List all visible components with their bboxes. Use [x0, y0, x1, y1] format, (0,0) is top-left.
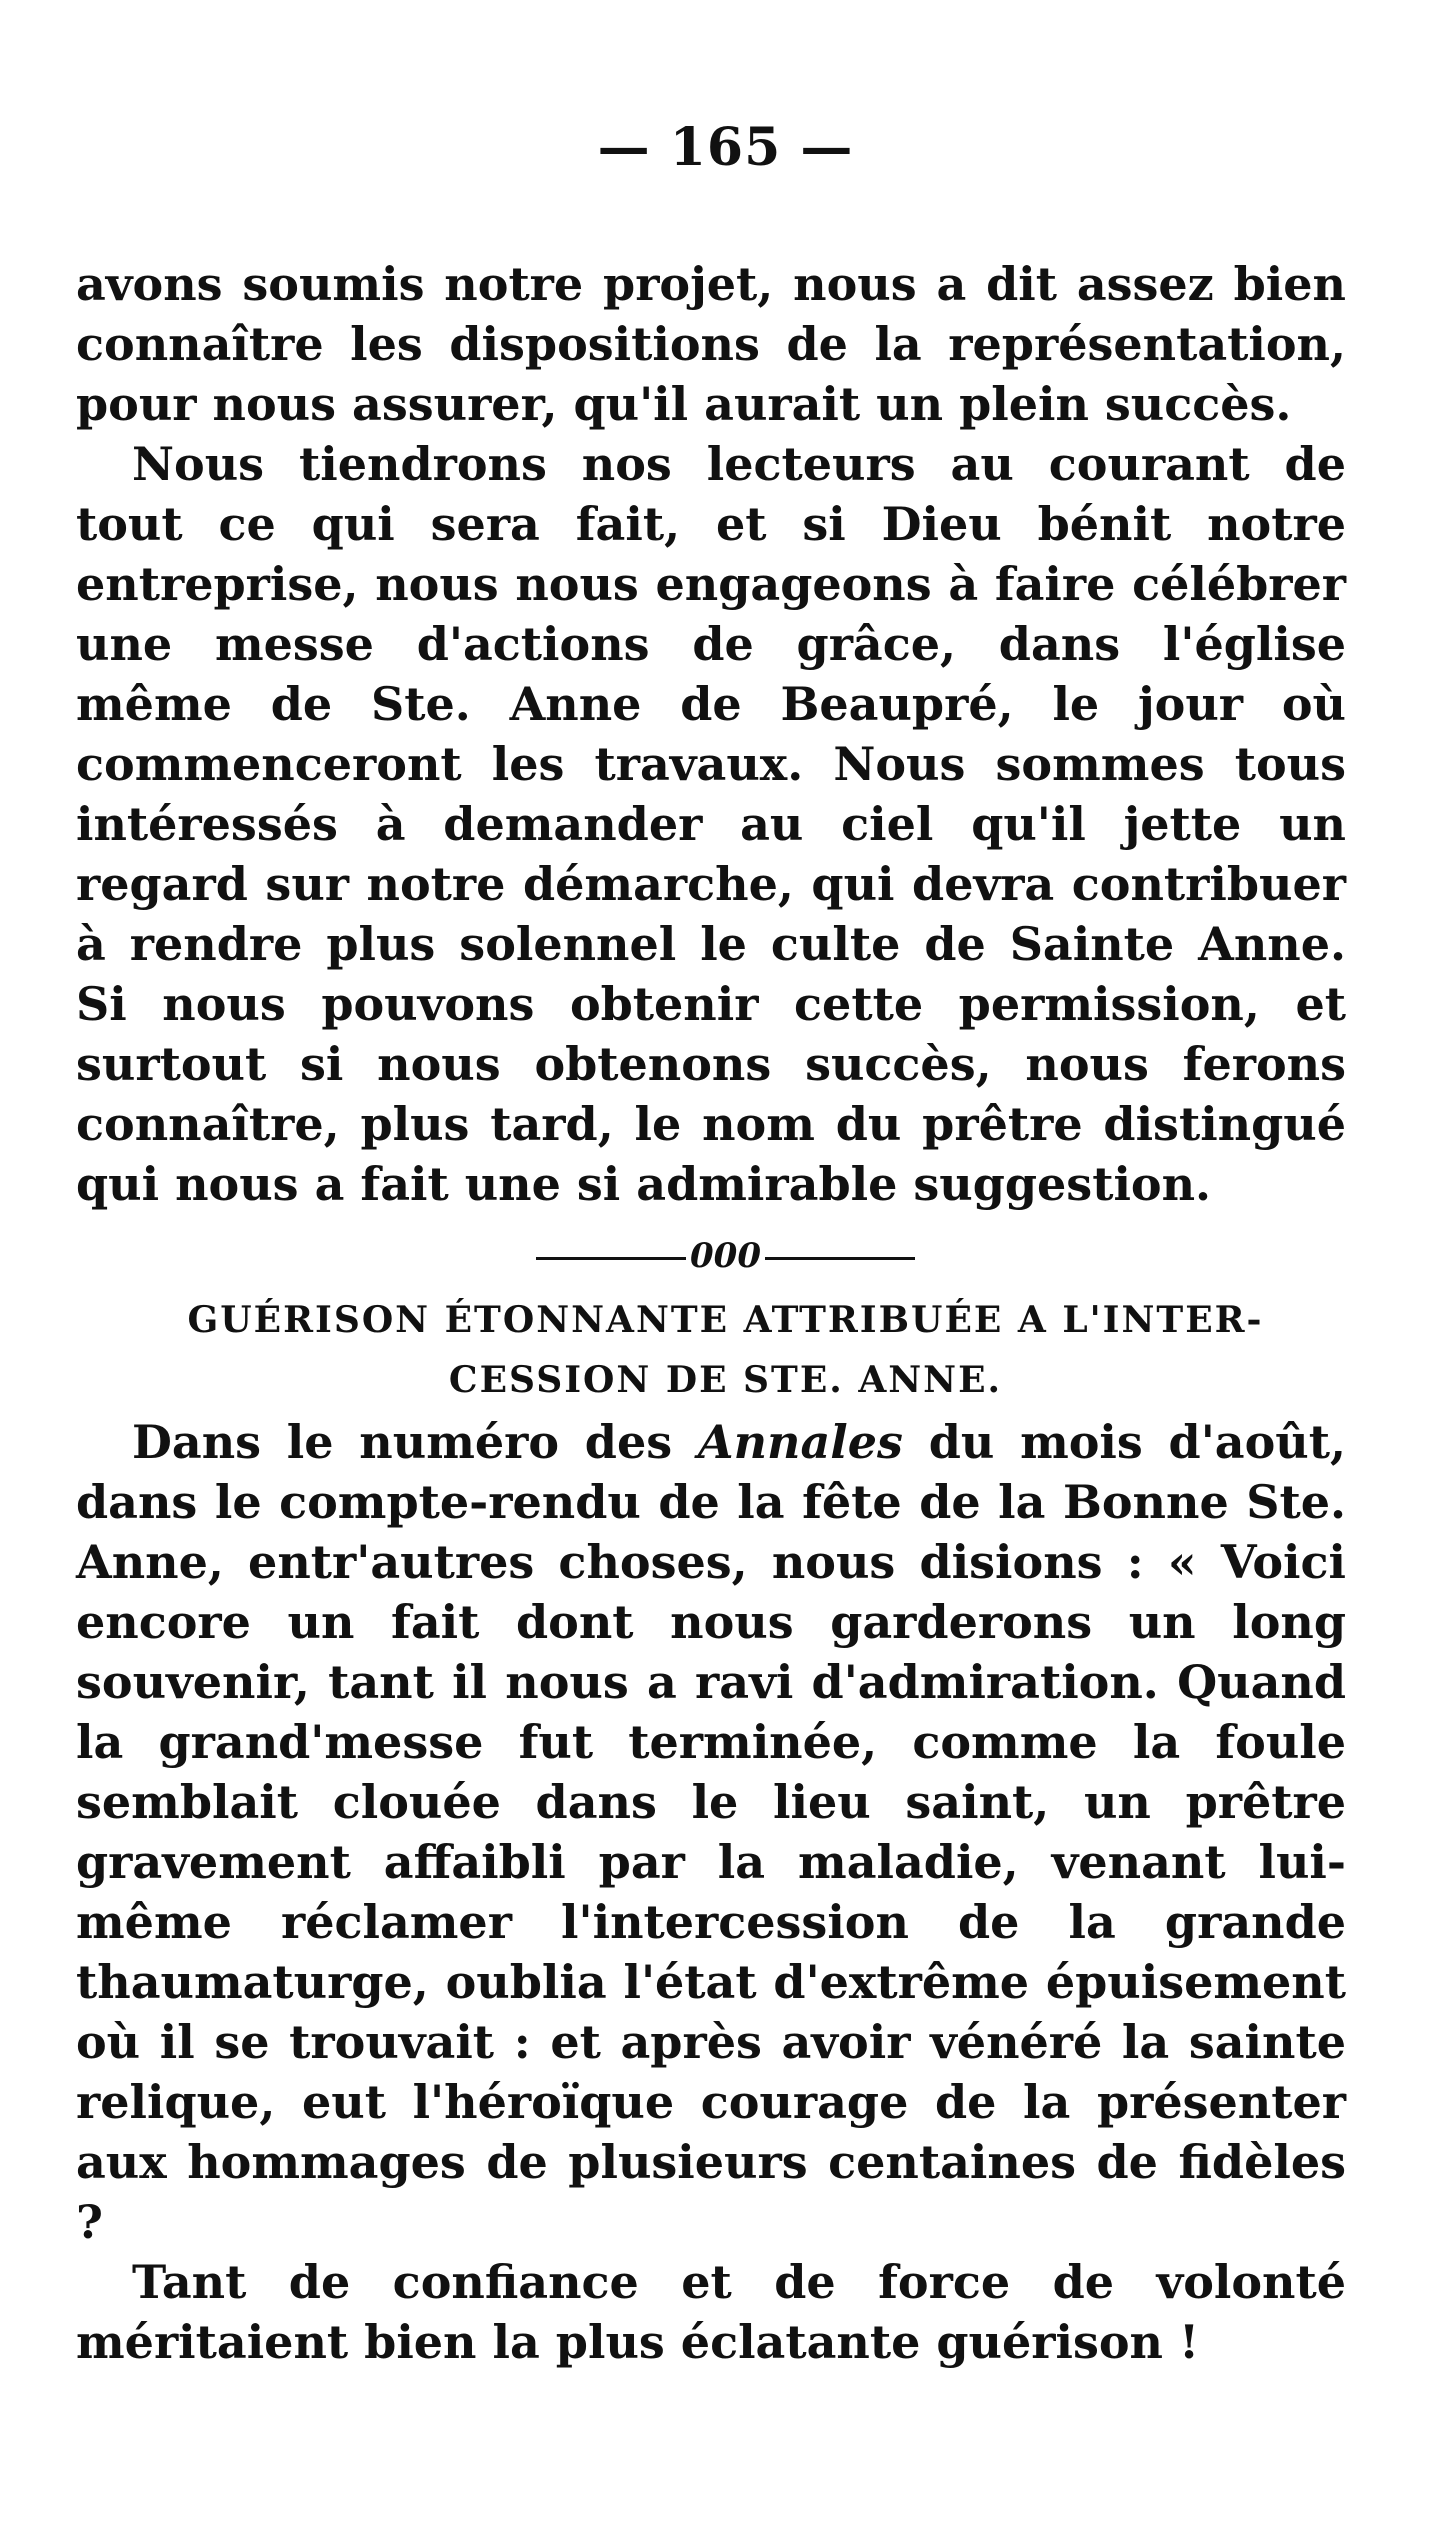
section-heading — [100, 1290, 1351, 1410]
separator-text: 000 — [690, 1236, 761, 1276]
paragraph-annales-account — [76, 1412, 1346, 2252]
paragraph-continuation: avons soumis notre projet, nous a dit assez bien connaître les dispositions de la représentation, pour nous assurer, qu'il aurait un plein succès. — [76, 257, 1346, 431]
text-block-healing-account — [76, 1412, 1346, 2372]
separator-rule-left — [536, 1257, 686, 1260]
paragraph-annales-text-start: Dans le numéro des — [132, 1415, 698, 1469]
section-separator — [0, 1232, 1451, 1280]
section-heading-line2: CESSION DE STE. ANNE. — [448, 1359, 1003, 1401]
section-heading-line1: GUÉRISON ÉTONNANTE ATTRIBUÉE A L'INTER- — [187, 1299, 1264, 1341]
paragraph-annales-text-rest: du mois d'août, dans le compte-rendu de la fête de la Bonne Ste. Anne, entr'autres choses, nous disions : « Voici encore un fait dont nous garderons un long souvenir, tant il nous a ravi d'admiration. Quand la grand'messe fut terminée, comme la foule semblait clouée dans le lieu saint, un prêtre gravement affaibli par la maladie, venant lui-même réclamer l'intercession de la grande thaumaturge, oublia l'état d'extrême épuisement où il se trouvait : et après avoir vénéré la sainte relique, eut l'héroïque courage de la présenter aux hommages de plusieurs centaines de fidèles ? — [76, 1415, 1346, 2249]
separator-rule-right — [765, 1257, 915, 1260]
page-number: — 165 — — [597, 117, 854, 178]
text-block-continuation — [76, 254, 1346, 1214]
paragraph-project-announcement: Nous tiendrons nos lecteurs au courant de tout ce qui sera fait, et si Dieu bénit notre entreprise, nous nous engageons à faire célébrer une messe d'actions de grâce, dans l'église même de Ste. Anne de Beaupré, le jour où commenceront les travaux. Nous sommes tous intéressés à demander au ciel qu'il jette un regard sur notre démarche, qui devra contribuer à rendre plus solennel le culte de Sainte Anne. Si nous pouvons obtenir cette permission, et surtout si nous obtenons succès, nous ferons connaître, plus tard, le nom du prêtre distingué qui nous a fait une si admirable suggestion. — [76, 437, 1346, 1211]
paragraph-conclusion: Tant de confiance et de force de volonté méritaient bien la plus éclatante guérison ! — [76, 2255, 1346, 2369]
annales-title: Annales — [697, 1415, 903, 1469]
